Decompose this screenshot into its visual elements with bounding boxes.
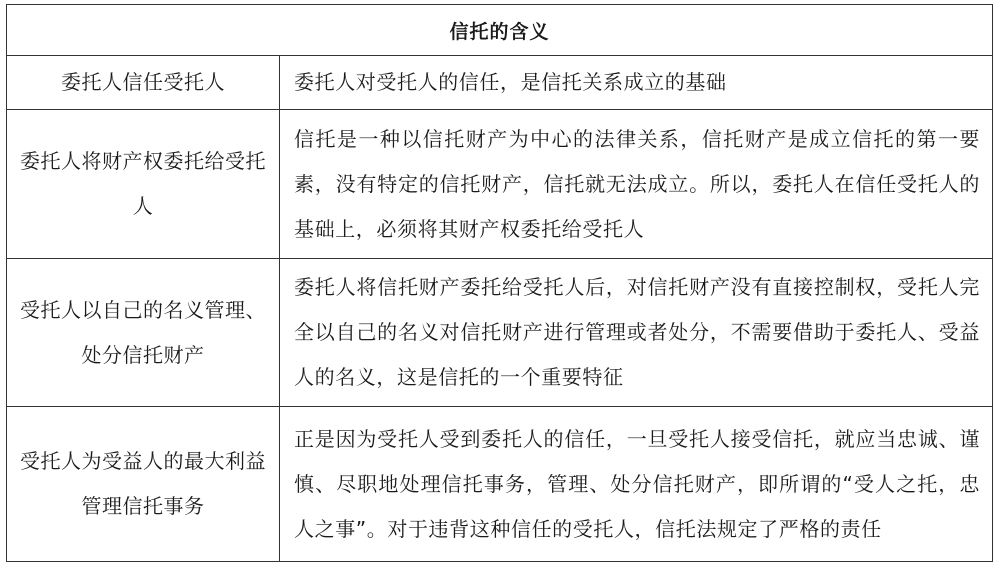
table-title: 信托的含义 — [7, 5, 993, 56]
row-content: 委托人对受托人的信任，是信托关系成立的基础 — [280, 56, 993, 110]
row-label: 委托人信任受托人 — [7, 56, 280, 110]
table-header-row — [7, 5, 993, 56]
row-label: 受托人为受益人的最大利益管理信托事务 — [7, 407, 280, 562]
row-label: 受托人以自己的名义管理、处分信托财产 — [7, 258, 280, 407]
table-row — [7, 56, 993, 110]
row-label: 委托人将财产权委托给受托人 — [7, 110, 280, 259]
row-content: 委托人将信托财产委托给受托人后，对信托财产没有直接控制权，受托人完全以自己的名义对信托财产进行管理或者处分，不需要借助于委托人、受益人的名义，这是信托的一个重要特征 — [280, 258, 993, 407]
trust-definition-table — [6, 4, 993, 562]
row-content: 信托是一种以信托财产为中心的法律关系，信托财产是成立信托的第一要素，没有特定的信托财产，信托就无法成立。所以，委托人在信任受托人的基础上，必须将其财产权委托给受托人 — [280, 110, 993, 259]
definition-table-container — [6, 4, 992, 562]
table-row — [7, 110, 993, 259]
table-row — [7, 407, 993, 562]
table-row — [7, 258, 993, 407]
row-content: 正是因为受托人受到委托人的信任，一旦受托人接受信托，就应当忠诚、谨慎、尽职地处理信托事务，管理、处分信托财产，即所谓的“受人之托，忠人之事”。对于违背这种信任的受托人，信托法规定了严格的责任 — [280, 407, 993, 562]
